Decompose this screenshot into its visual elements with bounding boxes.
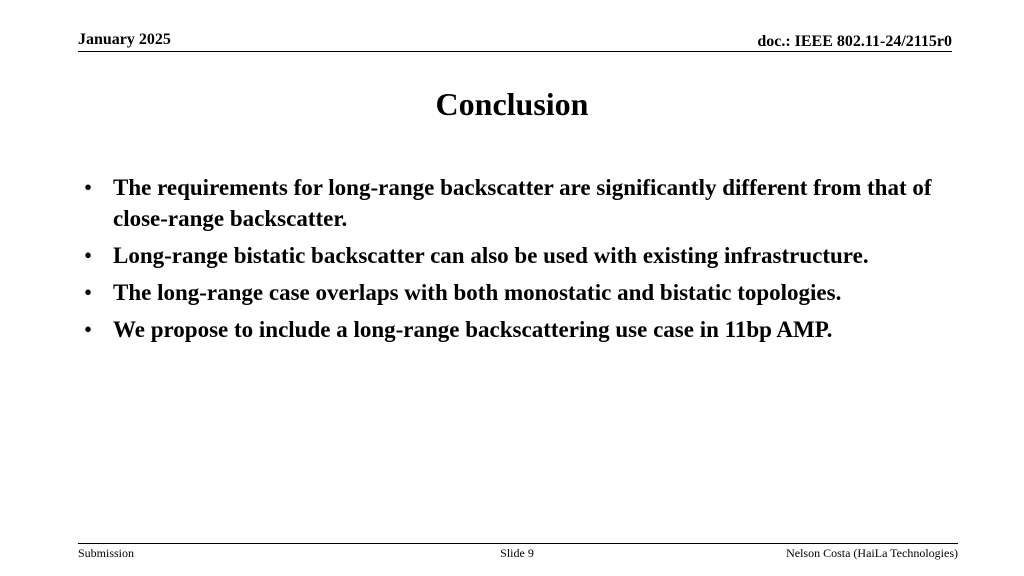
- bullet-item: [84, 314, 944, 345]
- bullet-text: The requirements for long-range backscatter are significantly different from that of close-range backscatter.: [113, 175, 932, 231]
- bullet-text: Long-range bistatic backscatter can also be used with existing infrastructure.: [113, 243, 869, 268]
- footer-submission: Submission: [78, 546, 135, 560]
- bullet-marker: •: [84, 243, 93, 268]
- bullet-item: [84, 277, 944, 308]
- bullet-marker: •: [84, 175, 93, 200]
- header-date: January 2025: [78, 31, 171, 48]
- footer-divider: [78, 543, 958, 544]
- bullet-marker: •: [84, 317, 93, 342]
- bullet-item: [84, 172, 944, 234]
- slide-title: Conclusion: [435, 86, 589, 122]
- bullet-marker: •: [84, 280, 93, 305]
- header-doc-id: doc.: IEEE 802.11-24/2115r0: [757, 33, 952, 50]
- footer-author: Nelson Costa (HaiLa Technologies): [786, 546, 958, 560]
- bullet-list: [84, 172, 944, 351]
- header-divider: [78, 51, 952, 52]
- footer-slide-number: Slide 9: [500, 546, 534, 560]
- bullet-text: We propose to include a long-range backscattering use case in 11bp AMP.: [113, 317, 833, 342]
- bullet-item: [84, 240, 944, 271]
- bullet-text: The long-range case overlaps with both monostatic and bistatic topologies.: [113, 280, 842, 305]
